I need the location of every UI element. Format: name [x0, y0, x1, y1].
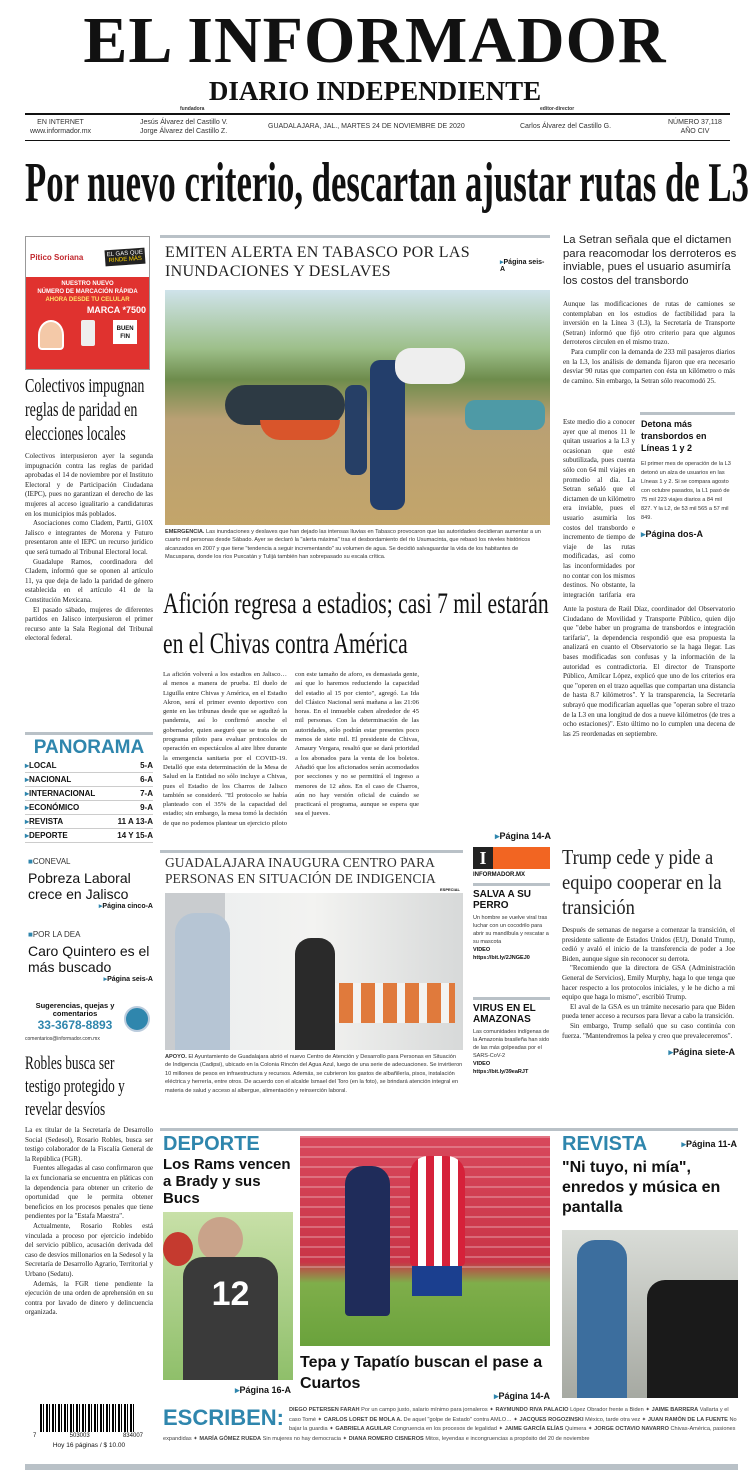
ad-body: NUESTRO NUEVO NÚMERO DE MARCACIÓN RÁPIDA AHORA DESDE TU CELULAR MARCA *7500 BUEN FIN: [26, 277, 149, 369]
ad-brand: Pitico Soriana: [30, 252, 84, 262]
columnist[interactable]: JAIME BARRERA Vallarta y el caso Tomé ✦: [289, 1407, 729, 1423]
columnist[interactable]: GABRIELA AGUILAR Congruencia en los procesos de legalidad ✦: [335, 1426, 505, 1433]
issue-year: AÑO CIV: [680, 128, 710, 135]
internet-label: EN INTERNET: [37, 119, 84, 126]
tabasco-page: ▸ Página seis-A: [500, 258, 548, 273]
lead-body-top: Aunque las modificaciones de rutas de camiones se contemplaban en los estudios de factibilidad para la inversión en la Línea 3 (L3), la Secretaría de Transporte (Setran) informó que fijó otro criterio para que algunos derroteros circulen en el mismo trazo. Para cumplir con la demanda de 233 mil pasajeros diarios en la L3, los análisis de demanda fijaron que era necesario desviar 90 rutas que comparten con ésta un kilómetro o más de camino. Sin embargo, la Setran sólo reacomodó 25.: [563, 300, 735, 385]
boat-hull: [260, 420, 340, 440]
marine-figure: [370, 360, 405, 510]
robles-headline[interactable]: Robles busca ser testigo protegido y revelar desvíos: [25, 1053, 125, 1120]
website-link[interactable]: www.informador.mx: [29, 128, 92, 135]
brief-headline: Pobreza Laboral crece en Jalisco: [28, 870, 131, 902]
aficion-page: ▸ Página 14-A: [163, 831, 551, 842]
lead-body-bottom: Ante la postura de Raúl Díaz, coordinador del Observatorio Ciudadano de Movilidad y Transporte Público, quien dijo que "debe haber un programa de transbordos e integración tarifaria", la dependencia respondió que esa propuesta la analizará en cuanto el Observatorio se la haga llegar. Las bases modificadas son confusas y la información de la autoridad es contradictoria. El director de Transporte Público, Amílcar López, explicó que uno de los criterios era que "operen en el trazo aquellas que compartan una distancia de hasta 8.7 kilómetros". Y la transparencia, la Secretaría subrayó que modificarían aquellas que "operan sobre el trazo de la L3 en una longitud de dos a nueve kilómetros (de tres a ocho estaciones)". Esto último no lo cumplen una decena de las 25 reordenadas en septiembre.: [563, 605, 735, 738]
lead-sidebar-page: ▸ Página dos-A: [641, 529, 733, 540]
columnist[interactable]: DIANA ROMERO CISNEROS Mitos, leyendas e incongruencias a propósito del 20 de noviembre: [348, 1435, 590, 1442]
panorama-index: [25, 737, 153, 843]
buen-fin-logo: BUEN FIN: [113, 320, 137, 344]
phone-icon: [81, 320, 95, 346]
index-item[interactable]: ▸ REVISTA 11 A 13-A: [25, 815, 153, 829]
footer-bar: [25, 1464, 738, 1470]
index-item[interactable]: ▸ ECONÓMICO 9-A: [25, 801, 153, 815]
tabasco-headline[interactable]: EMITEN ALERTA EN TABASCO POR LAS INUNDACIONES Y DESLAVES: [165, 244, 470, 280]
columnist[interactable]: RAYMUNDO RIVA PALACIO López Obrador frente a Biden ✦: [495, 1407, 652, 1413]
lead-headline[interactable]: Por nuevo criterio, descartan ajustar rutas de L3: [25, 152, 749, 214]
editors: [140, 118, 228, 136]
columnist[interactable]: DIEGO PETERSEN FARAH Por un campo justo, salario mínimo para jornaleros ✦: [289, 1407, 496, 1413]
editor-name: Jorge Álvarez del Castillo Z.: [140, 128, 228, 135]
aficion-body: La afición volverá a los estadios en Jalisco… al menos a manera de prueba. El duelo de Liguilla entre Chivas y América, en el Estadio Akron, será el primer evento deportivo con gente en las tribunas desde que se agudizó la pandemia, así lo confirmó anoche el gobernador, quien aseguró que se trata de un programa piloto para evaluar protocolos de operación en espectáculos al aire libre durante la emergencia sanitaria por el COVID-19. Detalló que esta determinación de la Mesa de Salud en la Entidad no sólo incluye a Chivas, pues el Estadio de los Charros de Jalisco también se consideró. "El protocolo se había planteado con el 35% de la capacidad del estadio; sin embargo, la mesa tomó la decisión de que no podemos plantear un ejercicio piloto con este tamaño de aforo, es demasiada gente, así que lo haremos reduciendo la capacidad del estadio al 15 por ciento", agregó. La Ida del Clásico Nacional será mañana a las 21:06 horas. En el inmueble caben alrededor de 45 mil personas. Con la determinación de las autoridades, sólo podrán estar presentes poco menos de siete mil. El presidente de Chivas, Amaury Vergara, resaltó que se dará prioridad a los abonados para la venta de los boletos. Añadió que los aficionados serán acomodados por secciones y no se permitirá el ingreso a menores de 12 años. En el caso de Charros, aún no hay versión oficial de cuándo se practicará el programa, aunque se espera que sea el jueves.: [163, 671, 419, 827]
director-label: editor-director: [540, 106, 575, 112]
index-item[interactable]: ▸ INTERNACIONAL 7-A: [25, 787, 153, 801]
deporte-page: ▸ Página 16-A: [163, 1385, 291, 1396]
informador-mx-logo[interactable]: I: [473, 847, 550, 869]
robles-body: La ex titular de la Secretaría de Desarrollo Social (Sedesol), Rosario Robles, busca ser testigo colaborador de la Fiscalía General de la República (FGR). Fuentes allegadas al caso confirmaron que la ex funcionaria se encuentra en pláticas con la dependencia para obtener un criterio de oportunidad que le permita obtener beneficios en los procesos penales que tiene pendientes por la "Estafa Maestra". Actualmente, Rosario Robles está vinculada a proceso por ejercicio indebido del servicio público, acusación derivada del caso de desvíos millonarios en la Sedesol y la Secretaría de Desarrollo Agrario, Territorial y Urbano (Sedatu). Además, la FGR tiene pendiente la ejecución de una orden de aprehensión en su contra por lavado de dinero y delincuencia organizada.: [25, 1126, 153, 1317]
mayor-figure: [295, 938, 335, 1050]
revista-page: ▸ Página 11-A: [665, 1139, 737, 1150]
mascot-illustration: [38, 320, 64, 350]
revista-section: REVISTA: [562, 1133, 648, 1155]
bottom-rule: [160, 1128, 738, 1131]
tabasco-caption: EMERGENCIA. Las inundaciones y deslaves que han dejado las intensas lluvias en Tabasco provocaron que las autoridades decidieran aumentar a un cuarto mil personas desde Sábado. Ayer se declaró la "alerta máxima" tras el desbordamiento del río Usumacinta, que rebasó los niveles históricos alcanzados en 2007 y que tiene "tendencia a seguir incrementando" su volumen de agua. Se decidió salvaguardar la vida de los habitantes de Macuspana, donde los ríos Puxcatán y Tulijá también han sobrepasado su escala crítica.: [165, 529, 541, 561]
tabasco-rule: [160, 235, 550, 238]
brady-photo: [163, 1212, 293, 1380]
deporte-headline[interactable]: Los Rams vencen a Brady y sus Bucs: [163, 1156, 291, 1207]
contact-icon: [124, 1006, 150, 1032]
colectivos-body: Colectivos interpusieron ayer la segunda impugnación contra las reglas de paridad aprobadas el 14 de noviembre por el Instituto Electoral y de Participación Ciudadana (IEPC), pues no garantizan el derecho de las mujeres al acceso igualitario a candidaturas en los municipios más poblados. Asociaciones como Cladem, Partti, G10X Jalisco e integrantes de Morena y Futuro presentaron ante el IEPC un recurso jurídico que será turnado al Tribunal Electoral local. Guadalupe Ramos, coordinadora del Cladem, informó que se oponen al artículo 11, ya que deja de lado la paridad de género establecida en el artículo 41 de la Constitución Mexicana. El pasado sábado, mujeres de diferentes partidos en Jalisco interpusieron el primer recurso ante la Sala Regional del Tribunal electoral federal.: [25, 452, 153, 643]
columnist[interactable]: MARÍA GÓMEZ RUEDA Sin mujeres no hay democracia ✦: [199, 1435, 349, 1442]
helmet: [163, 1232, 193, 1266]
brief-page: ▸ Página seis-A: [28, 975, 153, 983]
gdl-rule: [160, 850, 463, 853]
panorama-title: PANORAMA: [33, 737, 145, 758]
official-figure: [175, 913, 230, 1050]
top-rule: [25, 113, 730, 115]
soccer-headline[interactable]: Tepa y Tapatío buscan el pase a Cuartos: [300, 1354, 543, 1392]
deporte-section: DEPORTE: [163, 1133, 260, 1155]
contact-box: [25, 1002, 125, 1032]
soriana-ad[interactable]: [25, 236, 150, 370]
director-name: Carlos Álvarez del Castillo G.: [520, 123, 612, 130]
aficion-headline[interactable]: Afición regresa a estadios; casi 7 mil estarán en el Chivas contra América: [163, 587, 549, 660]
actor-figure: [577, 1240, 627, 1398]
lead-sidebar-body: El primer mes de operación de la L3 detonó un alza de usuarios en las Líneas 1 y 2. Si se compara agosto con octubre pasados, la L1 pasó de 75 mil 223 viajes diarios a 84 mil 827. Y la L2, de 53 mil 565 a 57 mil 849.: [641, 461, 731, 521]
price: Hoy 16 páginas / $ 10.00: [52, 1442, 126, 1449]
colectivos-headline[interactable]: Colectivos impugnan reglas de paridad en elecciones locales: [25, 375, 145, 445]
sack: [395, 348, 465, 384]
barcode-digits: 7 503003 834007: [33, 1433, 143, 1439]
web-item[interactable]: SALVA A SU PERRO Un hombre se vuelve viral tras luchar con un cocodrilo para abrir su mandíbula y rescatar a su mascota VIDEO https://bit.ly/2JNGEJ0: [473, 883, 550, 962]
escriben-label: ESCRIBEN:: [163, 1405, 285, 1430]
panorama-rule: [25, 732, 153, 735]
founder-label: fundadora: [180, 106, 205, 112]
columnist[interactable]: JACQUES ROGOZINSKI México, tarde otra vez ✦: [519, 1416, 648, 1423]
player-head: [198, 1217, 243, 1262]
photo-credit: ESPECIAL: [440, 887, 461, 892]
boat-2: [465, 400, 545, 430]
editor-name: Jesús Álvarez del Castillo V.: [140, 119, 228, 126]
brief-kicker: ■ POR LA DEA: [28, 930, 153, 939]
ad-tag: EL GAS QUE RINDE MÁS: [104, 248, 145, 267]
masthead-title: EL INFORMADOR: [83, 4, 667, 77]
trump-story: [562, 845, 738, 1058]
web-item[interactable]: VIRUS EN EL AMAZONAS Las comunidades indígenas de la Amazonia brasileña han sido de las más golpeadas por el SARS-CoV-2 VIDEO https://bit.ly/39eaRJT: [473, 997, 550, 1076]
brief-dea[interactable]: [28, 930, 153, 983]
lead-body-narrow: Este medio dio a conocer ayer que al menos 11 le quitan usuarios a la L3 y ocasionan que esté subutilizada, pues cuenta sólo con 64 mil viajes en promedio al día. La Setran señaló que el dictamen de un kilómetro era inviable, pues el usuario asumiría los costos del transbordo e incremento de tiempo de viaje de las rutas modificadas, así como las inconformidades por no contar con los mismos destinos. No obstante, la integración tarifaria era: [563, 418, 635, 599]
brief-page: ▸ Página cinco-A: [28, 902, 153, 910]
columnist[interactable]: CARLOS LORET DE MOLA A. De aquel "golpe de Estado" contra AMLO… ✦: [323, 1416, 520, 1423]
gdl-photo: [165, 893, 463, 1050]
barcode: [40, 1404, 135, 1432]
robles-story: [25, 1052, 153, 1318]
revista-photo: [562, 1230, 738, 1398]
aficion-story: [163, 584, 551, 842]
flood-photo: [165, 290, 550, 525]
internet-info: [28, 118, 93, 136]
tepa-player: [345, 1166, 390, 1316]
info-rule: [25, 140, 730, 141]
columnist[interactable]: JAIME GARCÍA ELÍAS Quimera ✦: [504, 1426, 595, 1433]
brief-coneval[interactable]: [28, 857, 153, 910]
lead-sidebar-title[interactable]: Detona más transbordos en Líneas 1 y 2: [641, 419, 707, 453]
colectivos-story: [25, 374, 153, 644]
sidebar-rule: [640, 412, 735, 415]
dateline: GUADALAJARA, JAL., MARTES 24 DE NOVIEMBRE DE 2020: [268, 123, 465, 130]
contact-phone[interactable]: 33-3678-8893: [37, 1018, 113, 1032]
boat: [225, 385, 345, 425]
marine-figure: [345, 385, 367, 475]
issue-number: [668, 118, 722, 136]
index-item[interactable]: ▸ DEPORTE 14 Y 15-A: [25, 829, 153, 843]
tapatio-player: [410, 1156, 465, 1266]
informador-mx-text: INFORMADOR.MX: [473, 872, 525, 878]
player-jersey: 12: [183, 1257, 278, 1380]
soccer-photo: [300, 1136, 550, 1346]
gdl-caption: APOYO. El Ayuntamiento de Guadalajara abrió el nuevo Centro de Atención y Desarrollo para Personas en Situación de Indigencia (Cadipsi), ubicado en la Colonia Rincón del Agua Azul, luego de una serie de adecuaciones. Se invirtieron 10 millones de pesos en infraestructura y recursos. Además, se cubrieron los gastos de albañilería, pisos, instalación eléctrica y herrería, entre otros. De acuerdo con el alcalde Ismael del Toro (en la foto), se brindará atención integral en materia de salud y acceso al albergue, alimentación y reinserción laboral.: [165, 1054, 463, 1094]
index-item[interactable]: ▸ LOCAL 5-A: [25, 759, 153, 773]
escriben-block: [163, 1406, 738, 1444]
issue-number-text: NÚMERO 37,118: [668, 119, 722, 126]
ad-header: [26, 237, 149, 277]
soccer-page: ▸ Página 14-A: [470, 1391, 550, 1402]
masthead-subtitle: DIARIO INDEPENDIENTE: [208, 76, 542, 106]
lead-sidebar: [641, 418, 733, 540]
revista-headline[interactable]: "Ni tuyo, ni mía", enredos y música en pantalla: [562, 1159, 721, 1216]
columnist[interactable]: JORGE OCTAVIO NAVARRO Chivas-América, pasiones expandidas ✦: [163, 1426, 736, 1442]
trump-page: ▸ Página siete-A: [562, 1047, 735, 1058]
trump-headline[interactable]: Trump cede y pide a equipo cooperar en la transición: [562, 845, 722, 919]
brief-headline: Caro Quintero es el más buscado: [28, 943, 150, 975]
brief-kicker: ■ CONEVAL: [28, 857, 153, 866]
contact-email[interactable]: comentarios@informador.com.mx: [25, 1036, 100, 1042]
columnist[interactable]: JUAN RAMÓN DE LA FUENTE No bajar la guardia ✦: [289, 1416, 737, 1433]
car: [647, 1280, 738, 1398]
lead-deck: La Setran señala que el dictamen para reacomodar los derroteros es inviable, pues el usuario asumiría los costos del transbordo: [563, 234, 737, 287]
shorts: [412, 1266, 462, 1296]
contact-text: Sugerencias, quejas y comentarios: [35, 1001, 115, 1018]
gdl-headline[interactable]: GUADALAJARA INAUGURA CENTRO PARA PERSONAS EN SITUACIÓN DE INDIGENCIA: [165, 855, 436, 886]
trump-body: Después de semanas de negarse a comenzar la transición, el presidente saliente de Estados Unidos (EU), Donald Trump, cedió y avaló el inicio de la transferencia de poder a Joe Biden, aunque sigue sin reconocer su derrota. "Recomiendo que la directora de GSA (Administración General de Servicios), Emily Murphy, haga lo que tenga que hacer respecto a los protocolos iniciales, y le he dicho a mi equipo que haga lo mismo", escribió Trump. El aval de la GSA es un trámite necesario para que Biden pueda tener acceso a recursos para llevar a cabo la transición. Sin embargo, Trump señaló que su caso continúa con fuerza. "Mantendremos la pelea y creo que prevaleceremos".: [562, 926, 735, 1040]
index-item[interactable]: ▸ NACIONAL 6-A: [25, 773, 153, 787]
